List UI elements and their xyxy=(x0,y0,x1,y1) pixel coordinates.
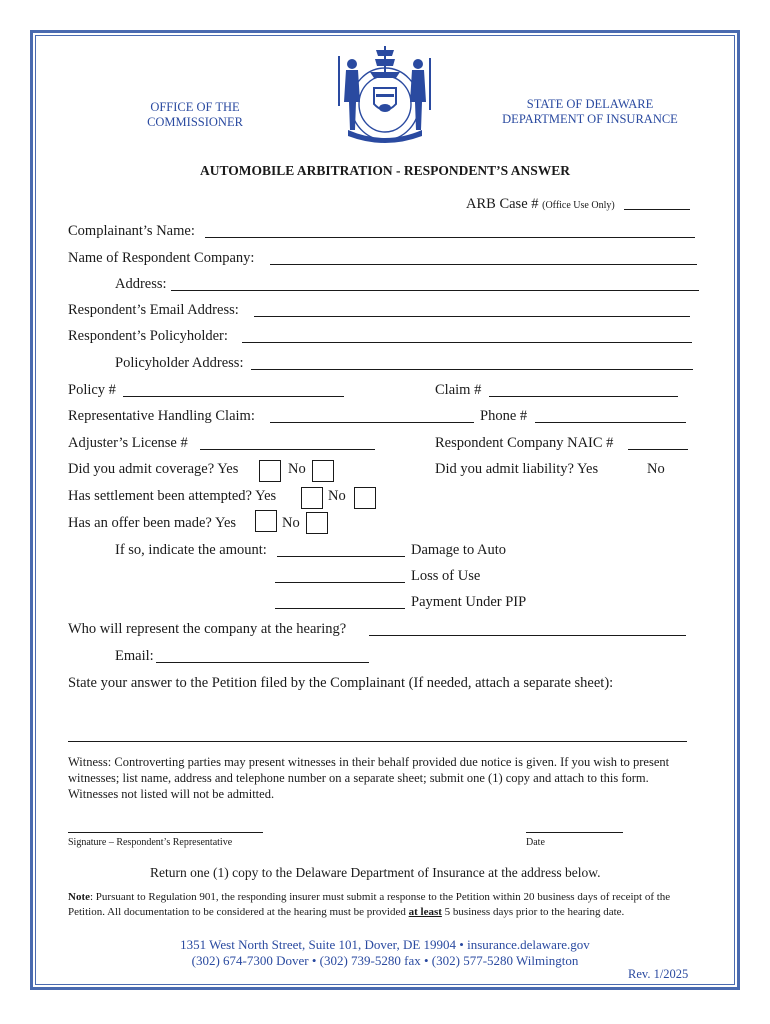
settlement-no-label: No xyxy=(328,488,346,504)
settlement-yes-checkbox[interactable] xyxy=(301,487,323,509)
rep-handling-field[interactable] xyxy=(270,422,474,423)
regulation-note xyxy=(68,890,698,920)
email-field[interactable] xyxy=(156,662,369,663)
office-line-1: OFFICE OF THE xyxy=(150,100,240,114)
adjuster-license-field[interactable] xyxy=(200,449,375,450)
form-title: AUTOMOBILE ARBITRATION - RESPONDENT’S ANSWER xyxy=(199,163,571,178)
damage-to-auto-field[interactable] xyxy=(277,556,405,557)
claim-number-label: Claim # xyxy=(435,382,482,398)
address-label: Address: xyxy=(115,276,167,292)
phone-number-field[interactable] xyxy=(535,422,686,423)
office-heading xyxy=(135,100,255,130)
policy-number-label: Policy # xyxy=(68,382,116,398)
respondent-company-label: Name of Respondent Company: xyxy=(68,250,255,266)
email-label: Email: xyxy=(115,648,154,664)
respondent-email-label: Respondent’s Email Address: xyxy=(68,302,239,318)
admit-coverage-label: Did you admit coverage? Yes xyxy=(68,461,239,477)
department-line-1: STATE OF DELAWARE xyxy=(526,97,654,111)
signature-label: Signature – Respondent’s Representative xyxy=(68,837,233,848)
damage-to-auto-label: Damage to Auto xyxy=(411,542,507,558)
department-heading xyxy=(480,97,700,127)
offer-made-label: Has an offer been made? Yes xyxy=(68,515,237,531)
arb-case-note: (Office Use Only) xyxy=(542,200,615,211)
footer-phones: (302) 674-7300 Dover • (302) 739-5280 fax • (302) 577-5280 Wilmington xyxy=(191,953,579,968)
return-copy-instruction: Return one (1) copy to the Delaware Department of Insurance at the address below. xyxy=(150,865,601,880)
policyholder-address-field[interactable] xyxy=(251,369,693,370)
settlement-no-checkbox[interactable] xyxy=(354,487,376,509)
arb-case-text: ARB Case # xyxy=(466,196,539,212)
policy-number-field[interactable] xyxy=(123,396,344,397)
claim-number-field[interactable] xyxy=(489,396,678,397)
date-field[interactable] xyxy=(526,832,623,833)
note-label: Note xyxy=(68,891,90,903)
arb-case-label xyxy=(466,196,615,213)
witness-notice: Witness: Controverting parties may present witnesses in their behalf provided due notice is given. If you wish to present witnesses; list name, address and telephone number on a separate sheet; submit one (1) copy and attach to this form. Witnesses not listed will not be admitted. xyxy=(68,755,670,801)
indicate-amount-label: If so, indicate the amount: xyxy=(115,542,267,558)
state-answer-label: State your answer to the Petition filed by the Complainant (If needed, attach a separate sheet): xyxy=(68,675,614,691)
note-at-least: at least xyxy=(408,906,442,918)
complainant-name-field[interactable] xyxy=(205,237,695,238)
address-field[interactable] xyxy=(171,290,699,291)
naic-label: Respondent Company NAIC # xyxy=(435,435,614,451)
note-text-2: 5 business days prior to the hearing date. xyxy=(441,906,625,918)
respondent-email-field[interactable] xyxy=(254,316,690,317)
adjuster-license-label: Adjuster’s License # xyxy=(68,435,188,451)
admit-coverage-no-checkbox[interactable] xyxy=(312,460,334,482)
note-text-1: : Pursuant to Regulation 901, the responding insurer must submit a response to the Petition within 20 business days of receipt of the Petition. All documentation to be considered at the hearing must be provided xyxy=(68,891,671,918)
admit-coverage-no-label: No xyxy=(288,461,306,477)
phone-number-label: Phone # xyxy=(480,408,528,424)
payment-pip-label: Payment Under PIP xyxy=(411,594,527,610)
offer-no-label: No xyxy=(282,515,300,531)
loss-of-use-label: Loss of Use xyxy=(411,568,481,584)
department-line-2: DEPARTMENT OF INSURANCE xyxy=(502,112,678,126)
admit-coverage-yes-checkbox[interactable] xyxy=(259,460,281,482)
respondent-company-field[interactable] xyxy=(270,264,697,265)
naic-field[interactable] xyxy=(628,449,688,450)
date-label: Date xyxy=(526,837,545,848)
payment-pip-field[interactable] xyxy=(275,608,405,609)
admit-liability-no-label: No xyxy=(647,461,665,477)
arb-case-field[interactable] xyxy=(624,209,690,210)
complainant-name-label: Complainant’s Name: xyxy=(68,223,195,239)
rep-handling-label: Representative Handling Claim: xyxy=(68,408,255,424)
offer-yes-checkbox[interactable] xyxy=(255,510,277,532)
revision-label: Rev. 1/2025 xyxy=(628,967,689,981)
settlement-attempted-label: Has settlement been attempted? Yes xyxy=(68,488,277,504)
policyholder-address-label: Policyholder Address: xyxy=(115,355,244,371)
admit-liability-label: Did you admit liability? Yes xyxy=(435,461,599,477)
offer-no-checkbox[interactable] xyxy=(306,512,328,534)
respondent-policyholder-field[interactable] xyxy=(242,342,692,343)
footer-address: 1351 West North Street, Suite 101, Dover, DE 19904 • insurance.delaware.gov xyxy=(180,937,590,952)
office-line-2: COMMISSIONER xyxy=(147,115,243,129)
answer-field[interactable] xyxy=(68,741,687,742)
delaware-seal-icon xyxy=(330,42,440,144)
who-represent-label: Who will represent the company at the hearing? xyxy=(68,621,347,637)
respondent-policyholder-label: Respondent’s Policyholder: xyxy=(68,328,228,344)
loss-of-use-field[interactable] xyxy=(275,582,405,583)
signature-field[interactable] xyxy=(68,832,263,833)
who-represent-field[interactable] xyxy=(369,635,686,636)
